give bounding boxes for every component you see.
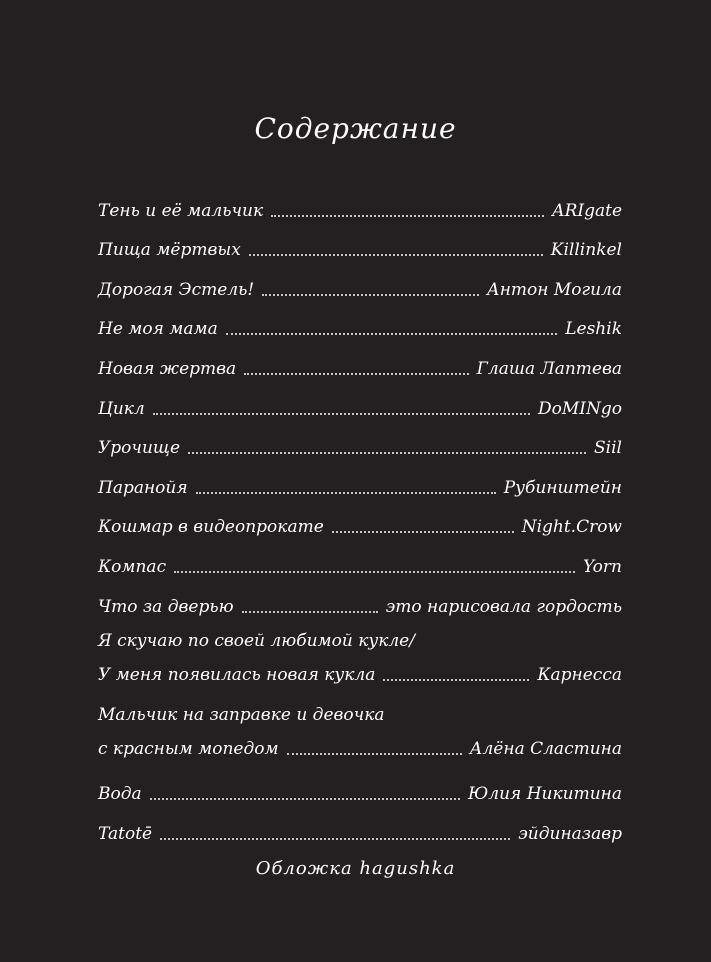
toc-entry-title-line1: Мальчик на заправке и девочка — [98, 704, 385, 725]
toc-entry — [98, 384, 622, 424]
toc-entry — [98, 186, 622, 226]
toc-entry-author: Yorn — [582, 556, 622, 577]
toc-entry — [98, 770, 622, 810]
toc-entry-title: Кошмар в видеопрокате — [98, 517, 324, 538]
toc-entry-author: Leshik — [565, 319, 622, 340]
toc-entry-author: Killinkel — [550, 240, 622, 261]
toc-entry — [98, 696, 622, 764]
dot-leader — [150, 798, 460, 800]
toc-entry-title: Новая жертва — [98, 358, 237, 379]
toc-entry-author: Антон Могила — [486, 279, 622, 300]
toc-entry-title: Не моя мама — [98, 319, 218, 340]
toc-entry-author: Карнесса — [537, 664, 622, 685]
toc-entry — [98, 503, 622, 543]
toc-entry — [98, 226, 622, 266]
toc-entry — [98, 265, 622, 305]
toc-list — [98, 186, 622, 849]
dot-leader — [153, 413, 530, 415]
toc-entry — [98, 463, 622, 503]
dot-leader — [244, 373, 468, 375]
toc-entry-title: У меня появилась новая кукла — [98, 664, 376, 685]
toc-entry — [98, 582, 622, 622]
dot-leader — [287, 753, 462, 755]
toc-entry-title: Цикл — [98, 398, 145, 419]
dot-leader — [332, 531, 514, 533]
dot-leader — [188, 452, 586, 454]
toc-entry-author: Рубинштейн — [503, 477, 622, 498]
toc-entry — [98, 542, 622, 582]
toc-entry — [98, 344, 622, 384]
dot-leader — [249, 254, 543, 256]
toc-entry-title: Пища мёртвых — [98, 240, 241, 261]
toc-entry-author: Глаша Лаптева — [476, 358, 622, 379]
toc-entry-title: с красным мопедом — [98, 738, 279, 759]
toc-entry-title: Паранойя — [98, 477, 188, 498]
cover-credit: Обложка hagushka — [255, 858, 456, 879]
dot-leader — [242, 611, 378, 613]
toc-entry-title: Tatotē — [98, 823, 153, 844]
dot-leader — [196, 492, 496, 494]
toc-entry-title-line1: Я скучаю по своей любимой кукле/ — [98, 630, 415, 651]
toc-entry-author: Night.Crow — [521, 517, 622, 538]
dot-leader — [174, 571, 575, 573]
toc-entry — [98, 809, 622, 849]
toc-entry-title: Тень и её мальчик — [98, 200, 264, 221]
toc-entry-author: Юлия Никитина — [468, 784, 622, 805]
toc-entry — [98, 424, 622, 464]
toc-entry-author: Siil — [594, 438, 622, 459]
toc-entry-author: ARIgate — [552, 200, 622, 221]
dot-leader — [383, 679, 529, 681]
toc-entry — [98, 622, 622, 690]
toc-entry-author: Алёна Сластина — [469, 738, 622, 759]
dot-leader — [160, 838, 510, 840]
toc-entry-title: Дорогая Эстель! — [98, 279, 255, 300]
toc-entry-title: Урочище — [98, 438, 181, 459]
toc-entry-author: это нарисовала гордость — [385, 596, 622, 617]
toc-entry — [98, 305, 622, 345]
toc-entry-author: DoMINgo — [538, 398, 622, 419]
toc-entry-title: Вода — [98, 784, 142, 805]
toc-entry-author: эйдиназавр — [518, 823, 622, 844]
toc-entry-title: Что за дверью — [98, 596, 234, 617]
toc-entry-title: Компас — [98, 556, 167, 577]
dot-leader — [226, 333, 557, 335]
dot-leader — [262, 294, 479, 296]
page-title: Содержание — [254, 112, 457, 145]
dot-leader — [271, 215, 544, 217]
